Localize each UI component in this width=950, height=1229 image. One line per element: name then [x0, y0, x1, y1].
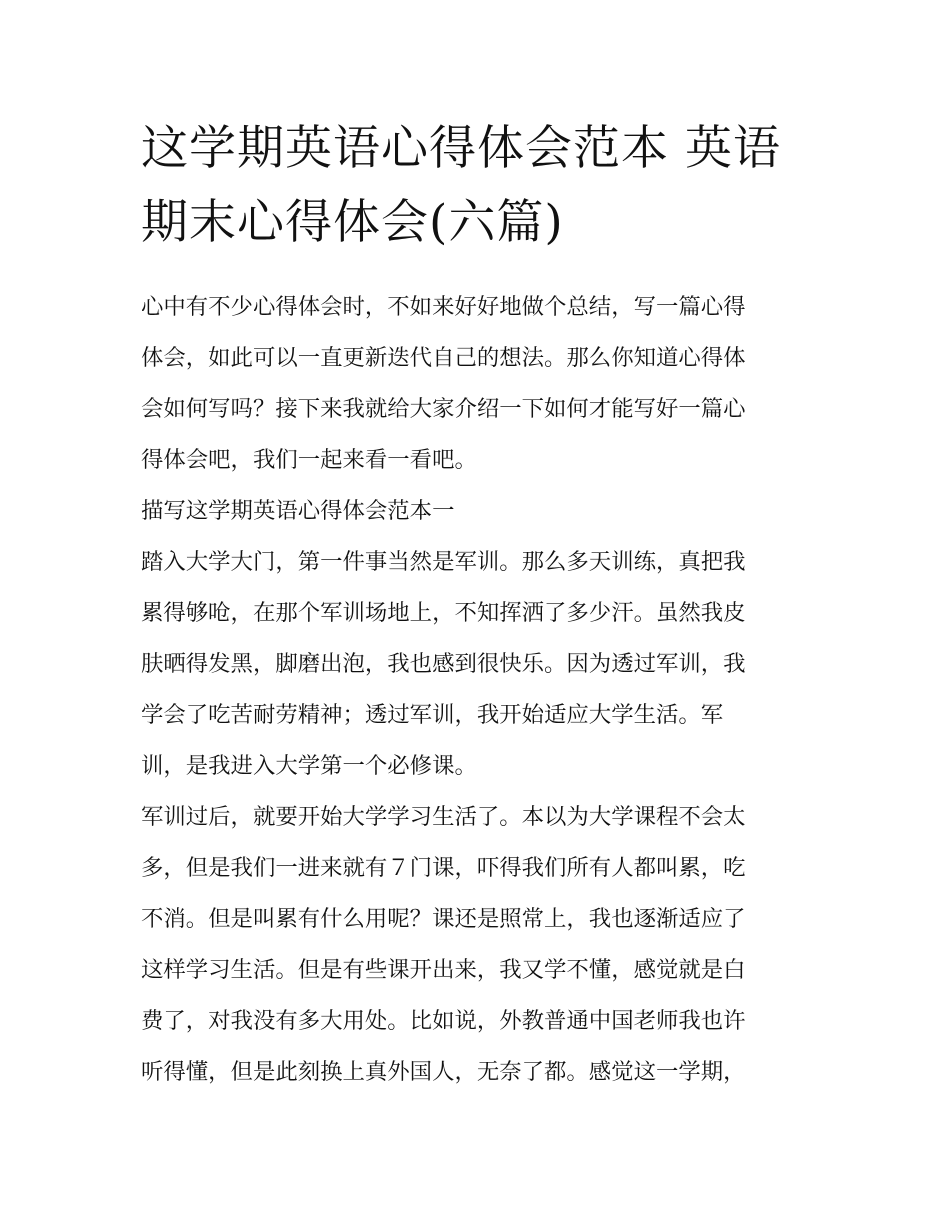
document-title [141, 112, 813, 260]
intro-paragraph [141, 282, 813, 486]
paragraph [141, 537, 813, 792]
text-line: 心中有不少心得体会时，不如来好好地做个总结，写一篇心得 [141, 294, 746, 320]
text-line: 肤晒得发黑，脚磨出泡，我也感到很快乐。因为透过军训，我 [141, 651, 746, 677]
text-line: 训，是我进入大学第一个必修课。 [141, 753, 477, 779]
document-page [141, 112, 813, 1098]
title-line: 这学期英语心得体会范本 英语 [141, 121, 781, 176]
text-line: 听得懂，但是此刻换上真外国人，无奈了都。感觉这一学期， [141, 1059, 746, 1085]
text-line: 学会了吃苦耐劳精神；透过军训，我开始适应大学生活。军 [141, 702, 724, 728]
text-line: 这样学习生活。但是有些课开出来，我又学不懂，感觉就是白 [141, 957, 746, 983]
text-line: 会如何写吗？接下来我就给大家介绍一下如何才能写好一篇心 [141, 396, 746, 422]
text-line: 得体会吧，我们一起来看一看吧。 [141, 447, 477, 473]
text-line: 军训过后，就要开始大学学习生活了。本以为大学课程不会太 [141, 804, 746, 830]
paragraph [141, 792, 813, 1098]
text-line: 不消。但是叫累有什么用呢？课还是照常上，我也逐渐适应了 [141, 906, 746, 932]
text-line: 多，但是我们一进来就有７门课，吓得我们所有人都叫累，吃 [141, 855, 746, 881]
section-heading: 描写这学期英语心得体会范本一 [141, 498, 455, 524]
text-line: 费了，对我没有多大用处。比如说，外教普通中国老师我也许 [141, 1008, 746, 1034]
text-line: 体会，如此可以一直更新迭代自己的想法。那么你知道心得体 [141, 345, 746, 371]
title-line: 期末心得体会(六篇) [141, 195, 564, 250]
text-line: 踏入大学大门，第一件事当然是军训。那么多天训练，真把我 [141, 549, 746, 575]
text-line: 累得够呛，在那个军训场地上，不知挥洒了多少汗。虽然我皮 [141, 600, 746, 626]
